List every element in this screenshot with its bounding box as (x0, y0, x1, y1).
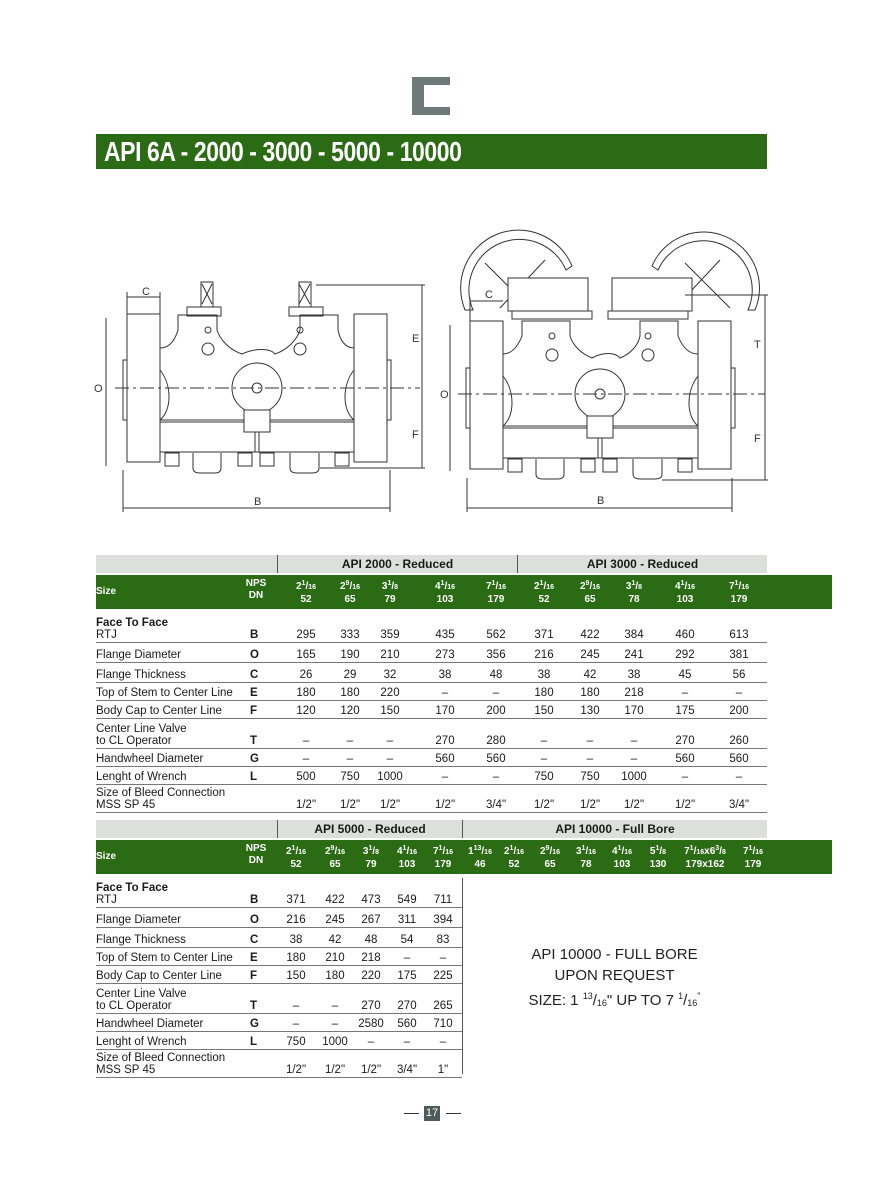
cell-value: – (586, 753, 594, 765)
cell-value: – (439, 952, 447, 964)
dimension-code: B (250, 629, 259, 641)
note-text: SIZE: 1 (528, 992, 583, 1009)
dn-size: 52 (538, 594, 550, 605)
dim-label-f: F (412, 429, 419, 441)
row-label: Flange Thickness (96, 934, 186, 946)
nps-size: $2^1/16$ (533, 580, 555, 592)
cell-value: 225 (433, 970, 453, 982)
dn-size: 52 (290, 859, 302, 870)
cell-value: 210 (380, 649, 400, 661)
cell-value: – (331, 1018, 339, 1030)
cell-value: 1000 (377, 771, 403, 783)
dim-label-c: C (142, 286, 150, 298)
dn-size: 65 (344, 594, 356, 605)
cell-value: 165 (296, 649, 316, 661)
nps-size: $7^1/16$ (485, 580, 507, 592)
dimension-code: L (250, 771, 258, 783)
cell-value: 1/2" (360, 1064, 382, 1076)
cell-value: 83 (436, 934, 450, 946)
cell-value: 1000 (621, 771, 647, 783)
row-divider (96, 1077, 462, 1078)
cell-value: 273 (435, 649, 455, 661)
cell-value: – (292, 1000, 300, 1012)
cell-value: 1/2" (434, 799, 456, 811)
cell-value: 220 (361, 970, 381, 982)
size-label: Size (96, 851, 117, 862)
cell-value: 359 (380, 629, 400, 641)
nps-size: $4^1/16$ (396, 845, 418, 857)
dn-size: 79 (365, 859, 377, 870)
cell-value: 270 (361, 1000, 381, 1012)
cell-value: – (403, 1036, 411, 1048)
row-label: Flange Diameter (96, 914, 182, 926)
dn-size: 179 (730, 594, 748, 605)
row-label: Lenght of Wrench (96, 771, 187, 783)
dn-label: DN (248, 590, 264, 601)
cell-value: – (492, 687, 500, 699)
dim-label-o: O (94, 383, 103, 395)
cell-value: 45 (678, 669, 692, 681)
page-number-indicator (400, 1105, 472, 1123)
cell-value: 180 (286, 952, 306, 964)
cell-value: 1/2" (295, 799, 317, 811)
dn-size: 103 (613, 859, 631, 870)
cell-value: – (492, 771, 500, 783)
cell-value: 170 (435, 705, 455, 717)
nps-size: $2^1/16$ (295, 580, 317, 592)
nps-size: $3^1/8$ (362, 845, 380, 857)
cell-value: – (540, 753, 548, 765)
cell-value: 270 (675, 735, 695, 747)
row-label: Lenght of Wrench (96, 1036, 187, 1048)
cell-value: 562 (486, 629, 506, 641)
fraction-denominator: 16 (687, 998, 698, 1008)
note-line-2: UPON REQUEST (554, 967, 675, 984)
cell-value: – (331, 1000, 339, 1012)
page-title: API 6A - 2000 - 3000 - 5000 - 10000 (104, 136, 462, 167)
dn-size: 179 (744, 859, 762, 870)
row-label: Size of Bleed Connection MSS SP 45 (96, 787, 226, 811)
cell-value: 1/2" (379, 799, 401, 811)
dimensions-table-api-2000-3000 (96, 555, 767, 815)
cell-value: 3/4" (728, 799, 750, 811)
group-header-api-10000: API 10000 - Full Bore (555, 822, 675, 836)
row-label: Face To Face RTJ (96, 882, 169, 906)
inch-mark: " (697, 991, 701, 1001)
group-header-api-2000: API 2000 - Reduced (341, 557, 454, 571)
nps-size: $4^1/16$ (611, 845, 633, 857)
cell-value: 270 (435, 735, 455, 747)
cell-value: 560 (486, 753, 506, 765)
cell-value: 473 (361, 894, 381, 906)
cell-value: – (735, 771, 743, 783)
cell-value: 1/2" (579, 799, 601, 811)
cell-value: 750 (580, 771, 600, 783)
cell-value: 1/2" (324, 1064, 346, 1076)
dash-left (404, 1113, 419, 1114)
cell-value: 422 (580, 629, 600, 641)
nps-label: NPS (245, 843, 267, 854)
cell-value: 265 (433, 1000, 453, 1012)
dn-size: 78 (580, 859, 592, 870)
cell-value: 42 (583, 669, 597, 681)
cell-value: 333 (340, 629, 360, 641)
nps-size: $2^9/16$ (579, 580, 601, 592)
cell-value: – (292, 1018, 300, 1030)
cell-value: – (386, 753, 394, 765)
cell-value: 218 (624, 687, 644, 699)
cell-value: 3/4" (396, 1064, 418, 1076)
table-row (96, 1032, 767, 1050)
dimension-code: C (250, 934, 259, 946)
nps-size: $1^{13}/16$ (468, 845, 492, 857)
nps-size: $7^1/16$ (728, 580, 750, 592)
cell-value: 613 (729, 629, 749, 641)
row-label: Body Cap to Center Line (96, 705, 222, 717)
cell-value: 500 (296, 771, 316, 783)
dim-label-b: B (254, 496, 262, 508)
dimension-code: F (250, 705, 258, 717)
fraction-denominator: 16 (596, 998, 607, 1008)
cell-value: 750 (340, 771, 360, 783)
row-label: Flange Diameter (96, 649, 182, 661)
dn-size: 79 (384, 594, 396, 605)
size-column-header (655, 578, 715, 606)
company-logo (412, 77, 450, 115)
cell-value: 180 (580, 687, 600, 699)
cell-value: – (681, 771, 689, 783)
row-label: Handwheel Diameter (96, 753, 204, 765)
row-label: Handwheel Diameter (96, 1018, 204, 1030)
cell-value: 218 (361, 952, 381, 964)
cell-value: 560 (397, 1018, 417, 1030)
cell-value: 26 (299, 669, 313, 681)
cell-value: 54 (400, 934, 414, 946)
cell-value: – (302, 735, 310, 747)
dn-size: 65 (329, 859, 341, 870)
table-row (96, 719, 767, 749)
cell-value: – (346, 753, 354, 765)
row-divider (96, 812, 767, 813)
cell-value: 356 (486, 649, 506, 661)
dimension-code: O (250, 649, 259, 661)
dim-label-f: F (754, 433, 761, 445)
cell-value: 180 (340, 687, 360, 699)
nps-size: $3^1/8$ (381, 580, 399, 592)
cell-value: – (441, 687, 449, 699)
cell-value: 38 (289, 934, 303, 946)
cell-value: 180 (325, 970, 345, 982)
cell-value: 170 (624, 705, 644, 717)
nps-size: $7^1/16x6^3/8$ (684, 845, 726, 857)
table-row (96, 908, 767, 928)
cell-value: – (367, 1036, 375, 1048)
cell-value: 1/2" (674, 799, 696, 811)
row-label: Top of Stem to Center Line (96, 687, 233, 699)
cell-value: 38 (537, 669, 551, 681)
cell-value: – (302, 753, 310, 765)
nps-size: $3^1/16$ (575, 845, 597, 857)
dn-size: 179x162 (685, 859, 725, 870)
cell-value: 210 (325, 952, 345, 964)
cell-value: 190 (340, 649, 360, 661)
dim-label-o: O (440, 389, 449, 401)
cell-value: 241 (624, 649, 644, 661)
dn-size: 179 (487, 594, 505, 605)
cell-value: 245 (325, 914, 345, 926)
table-row (96, 767, 767, 785)
dimension-code: E (250, 952, 258, 964)
cell-value: 270 (397, 1000, 417, 1012)
cell-value: 3/4" (485, 799, 507, 811)
cell-value: 42 (328, 934, 342, 946)
cell-value: 371 (286, 894, 306, 906)
table-row (96, 683, 767, 701)
dn-size: 52 (508, 859, 520, 870)
dimension-code: T (250, 735, 258, 747)
cell-value: 150 (286, 970, 306, 982)
dn-size: 179 (434, 859, 452, 870)
cell-value: 48 (364, 934, 378, 946)
dimension-code: G (250, 753, 259, 765)
size-column-header (360, 578, 420, 606)
cell-value: 48 (489, 669, 503, 681)
nps-size: $4^1/16$ (674, 580, 696, 592)
cell-value: 38 (627, 669, 641, 681)
cell-value: 381 (729, 649, 749, 661)
dash-right (446, 1113, 461, 1114)
dimension-code: G (250, 1018, 259, 1030)
cell-value: – (386, 735, 394, 747)
size-header-row (96, 840, 832, 874)
cell-value: – (441, 771, 449, 783)
dn-size: 103 (676, 594, 694, 605)
row-label: Center Line Valve to CL Operator (96, 723, 187, 747)
cell-value: 175 (397, 970, 417, 982)
nps-size: $5^1/8$ (649, 845, 667, 857)
dn-size: 65 (584, 594, 596, 605)
fraction-numerator: 13 (582, 991, 593, 1001)
nps-size: $2^1/16$ (503, 845, 525, 857)
dn-size: 65 (544, 859, 556, 870)
cell-value: 371 (534, 629, 554, 641)
row-label: Center Line Valve to CL Operator (96, 988, 187, 1012)
cell-value: 394 (433, 914, 453, 926)
dim-label-b: B (597, 495, 605, 507)
group-header-api-3000: API 3000 - Reduced (586, 557, 699, 571)
valve-drawing-lever (90, 270, 435, 515)
cell-value: 280 (486, 735, 506, 747)
cell-value: – (735, 687, 743, 699)
page-number: 17 (425, 1107, 439, 1119)
cell-value: 295 (296, 629, 316, 641)
cell-value: 750 (286, 1036, 306, 1048)
dimension-code: C (250, 669, 259, 681)
cell-value: 710 (433, 1018, 453, 1030)
cell-value: 560 (729, 753, 749, 765)
cell-value: 560 (675, 753, 695, 765)
table-row (96, 878, 767, 908)
table-row (96, 749, 767, 767)
dimension-code: B (250, 894, 259, 906)
cell-value: 200 (486, 705, 506, 717)
cell-value: 120 (340, 705, 360, 717)
table-row (96, 643, 767, 663)
nps-size: $7^1/16$ (742, 845, 764, 857)
logo-dot (445, 86, 449, 90)
dn-size: 103 (436, 594, 454, 605)
dn-size: 130 (649, 859, 667, 870)
note-text: " UP TO 7 (606, 992, 679, 1009)
nps-size: $7^1/16$ (432, 845, 454, 857)
dimension-code: T (250, 1000, 258, 1012)
nps-size: $2^9/16$ (539, 845, 561, 857)
cell-value: 460 (675, 629, 695, 641)
cell-value: 38 (438, 669, 452, 681)
dim-label-t: T (754, 339, 761, 351)
dn-size: 46 (474, 859, 486, 870)
cell-value: – (439, 1036, 447, 1048)
cell-value: 1/2" (339, 799, 361, 811)
dimension-code: E (250, 687, 258, 699)
cell-value: 29 (343, 669, 357, 681)
title-bar (96, 134, 767, 169)
table-row (96, 1050, 767, 1078)
fraction-numerator: 1 (678, 991, 684, 1001)
size-label: Size (96, 586, 117, 597)
cell-value: 384 (624, 629, 644, 641)
group-header-api-5000: API 5000 - Reduced (314, 822, 426, 836)
cell-value: – (586, 735, 594, 747)
cell-value: – (681, 687, 689, 699)
cell-value: 267 (361, 914, 381, 926)
cell-value: 1" (437, 1064, 449, 1076)
dn-size: 78 (628, 594, 640, 605)
cell-value: 260 (729, 735, 749, 747)
cell-value: 435 (435, 629, 455, 641)
cell-value: 216 (286, 914, 306, 926)
cell-value: 56 (732, 669, 746, 681)
nps-label: NPS (245, 578, 267, 589)
cell-value: 150 (534, 705, 554, 717)
row-label: Flange Thickness (96, 669, 186, 681)
cell-value: 1/2" (533, 799, 555, 811)
cell-value: 32 (383, 669, 397, 681)
dn-size: 103 (398, 859, 416, 870)
note-line-3: SIZE: 1 $^{13}/_{16}$" UP TO 7 $^1/_{16}^"$ (528, 991, 701, 1009)
full-bore-note (462, 944, 767, 1014)
cell-value: 750 (534, 771, 554, 783)
table-row (96, 663, 767, 683)
dimension-code: O (250, 914, 259, 926)
cell-value: 422 (325, 894, 345, 906)
cell-value: 549 (397, 894, 417, 906)
dimension-code: L (250, 1036, 258, 1048)
note-line-1: API 10000 - FULL BORE (531, 946, 698, 963)
cell-value: 150 (380, 705, 400, 717)
valve-drawing-gear-operator (440, 228, 780, 518)
nps-size: $2^1/16$ (285, 845, 307, 857)
cell-value: 175 (675, 705, 695, 717)
cell-value: – (630, 735, 638, 747)
dim-label-c: C (485, 289, 493, 301)
row-label: Face To Face RTJ (96, 617, 169, 641)
row-label: Size of Bleed Connection MSS SP 45 (96, 1052, 226, 1076)
cell-value: 180 (534, 687, 554, 699)
cell-value: 1000 (322, 1036, 348, 1048)
cell-value: – (346, 735, 354, 747)
cell-value: – (403, 952, 411, 964)
cell-value: 220 (380, 687, 400, 699)
nps-size: $3^1/8$ (625, 580, 643, 592)
table-row (96, 1014, 767, 1032)
cell-value: 245 (580, 649, 600, 661)
cell-value: 560 (435, 753, 455, 765)
size-column-header (709, 578, 769, 606)
cell-value: 1/2" (285, 1064, 307, 1076)
row-label: Body Cap to Center Line (96, 970, 222, 982)
nps-size: $4^1/16$ (434, 580, 456, 592)
cell-value: 180 (296, 687, 316, 699)
cell-value: 200 (729, 705, 749, 717)
cell-value: 311 (397, 914, 417, 926)
cell-value: – (630, 753, 638, 765)
cell-value: – (540, 735, 548, 747)
dimension-code: F (250, 970, 258, 982)
cell-value: 130 (580, 705, 600, 717)
cell-value: 216 (534, 649, 554, 661)
cell-value: 292 (675, 649, 695, 661)
cell-value: 1/2" (623, 799, 645, 811)
table-row (96, 613, 767, 643)
dim-label-e: E (412, 333, 420, 345)
cell-value: 2580 (358, 1018, 384, 1030)
size-column-header (723, 843, 783, 871)
size-header-row (96, 575, 832, 609)
nps-size: $2^9/16$ (339, 580, 361, 592)
table-row (96, 785, 767, 813)
table-row (96, 701, 767, 719)
nps-size: $2^9/16$ (324, 845, 346, 857)
dn-label: DN (248, 855, 264, 866)
row-label: Top of Stem to Center Line (96, 952, 233, 964)
cell-value: 120 (296, 705, 316, 717)
nps-dn-label (236, 578, 276, 602)
dn-size: 52 (300, 594, 312, 605)
cell-value: 711 (433, 894, 453, 906)
